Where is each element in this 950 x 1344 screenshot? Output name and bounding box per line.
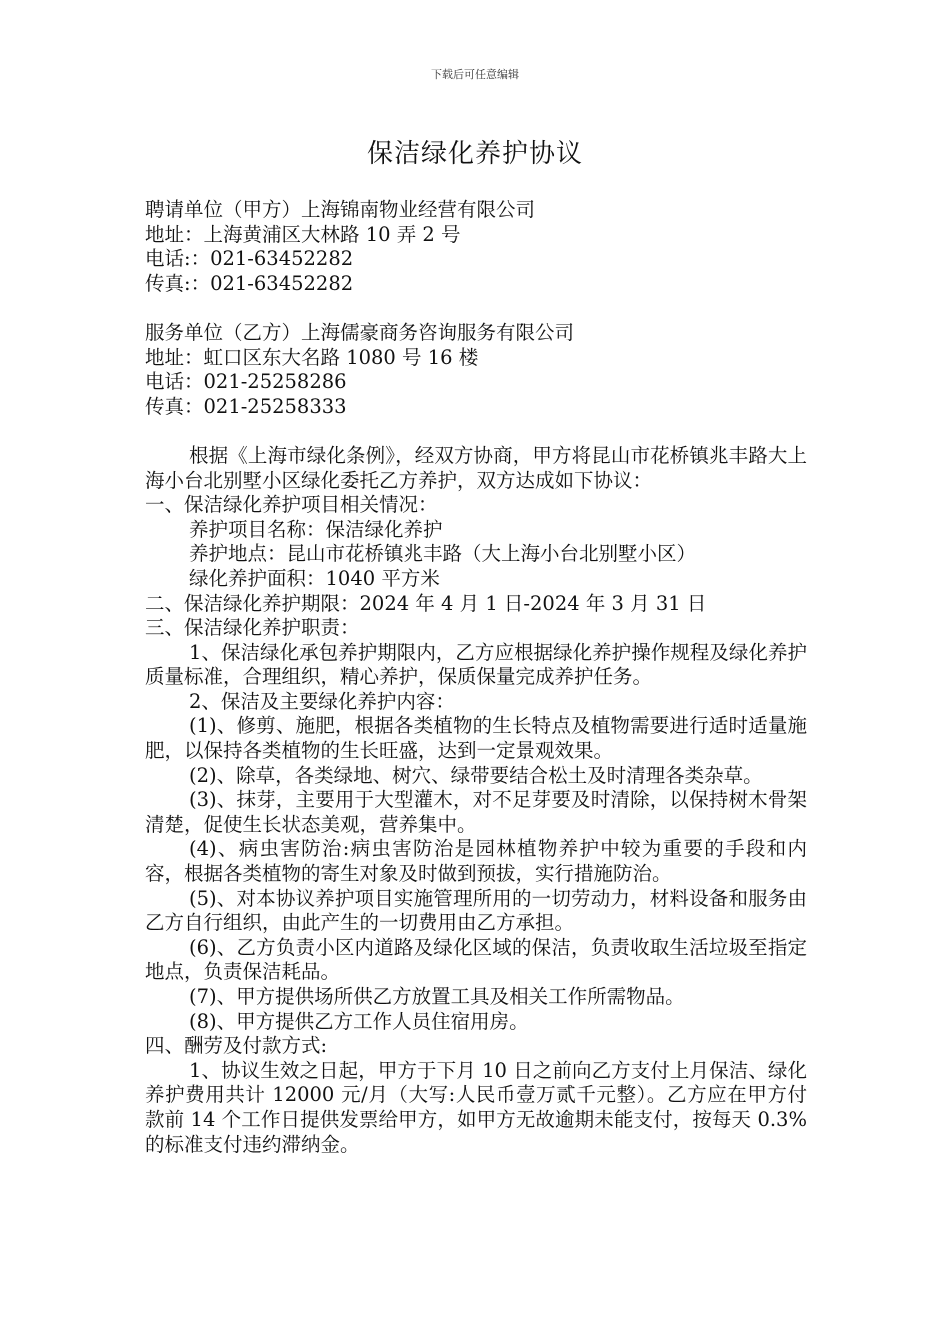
section-4-paragraph-1: 1、协议生效之日起，甲方于下月 10 日之前向乙方支付上月保洁、绿化养护费用共计 12000 元/月（大写:人民币壹万贰千元整）。乙方应在甲方付款前 14 个工作日提供发票给甲方，如甲方无故逾期未能支付，按每天 0.3%的标准支付违约滞纳金。 bbox=[145, 1058, 807, 1156]
duty-item: (4)、病虫害防治:病虫害防治是园林植物养护中较为重要的手段和内容，根据各类植物的寄生对象及时做到预拔，实行措施防治。 bbox=[145, 837, 807, 886]
project-location: 养护地点：昆山市花桥镇兆丰路（大上海小台北别墅小区） bbox=[189, 542, 697, 566]
blank-line bbox=[145, 296, 807, 321]
section-3-paragraph-2: 2、保洁及主要绿化养护内容： bbox=[189, 689, 455, 713]
section-1-heading: 一、保洁绿化养护项目相关情况： bbox=[145, 493, 438, 517]
duty-item: (3)、抹芽，主要用于大型灌木，对不足芽要及时清除，以保持树木骨架清楚，促使生长状态美观，营养集中。 bbox=[145, 788, 807, 836]
blank-line bbox=[145, 419, 807, 444]
section-4-heading: 四、酬劳及付款方式: bbox=[145, 1034, 328, 1058]
document-body bbox=[145, 198, 807, 1157]
section-3-heading: 三、保洁绿化养护职责： bbox=[145, 616, 360, 640]
party-b-name: 服务单位（乙方）上海儒豪商务咨询服务有限公司 bbox=[145, 320, 575, 344]
intro-paragraph: 根据《上海市绿化条例》，经双方协商，甲方将昆山市花桥镇兆丰路大上海小台北别墅小区绿化委托乙方养护，双方达成如下协议： bbox=[145, 443, 807, 492]
section-2-heading: 二、保洁绿化养护期限：2024 年 4 月 1 日-2024 年 3 月 31 日 bbox=[145, 591, 707, 615]
document-title: 保洁绿化养护协议 bbox=[366, 139, 583, 169]
project-area: 绿化养护面积：1040 平方米 bbox=[189, 566, 440, 590]
duty-item: (5)、对本协议养护项目实施管理所用的一切劳动力，材料设备和服务由乙方自行组织，由此产生的一切费用由乙方承担。 bbox=[145, 886, 807, 935]
party-a-address: 地址：上海黄浦区大林路 10 弄 2 号 bbox=[145, 222, 461, 246]
duty-item: (6)、乙方负责小区内道路及绿化区域的保洁，负责收取生活垃圾至指定地点，负责保洁耗品。 bbox=[145, 935, 807, 984]
project-name: 养护项目名称：保洁绿化养护 bbox=[189, 517, 443, 541]
duty-item: (7)、甲方提供场所供乙方放置工具及相关工作所需物品。 bbox=[189, 985, 685, 1008]
header-note: 下载后可任意编辑 bbox=[431, 68, 519, 81]
party-a-fax: 传真:：021-63452282 bbox=[145, 271, 354, 295]
duty-item: (1)、修剪、施肥，根据各类植物的生长特点及植物需要进行适时适量施肥，以保持各类植物的生长旺盛，达到一定景观效果。 bbox=[145, 714, 807, 763]
section-3-paragraph-1: 1、保洁绿化承包养护期限内，乙方应根据绿化养护操作规程及绿化养护质量标准，合理组织，精心养护，保质保量完成养护任务。 bbox=[145, 640, 807, 689]
party-b-fax: 传真：021-25258333 bbox=[145, 394, 347, 418]
party-a-phone: 电话:：021-63452282 bbox=[145, 247, 354, 271]
duty-item: (2)、除草，各类绿地、树穴、绿带要结合松土及时清理各类杂草。 bbox=[189, 763, 763, 787]
party-b-phone: 电话：021-25258286 bbox=[145, 370, 347, 394]
party-a-name: 聘请单位（甲方）上海锦南物业经营有限公司 bbox=[145, 198, 536, 221]
duty-item: (8)、甲方提供乙方工作人员住宿用房。 bbox=[189, 1009, 529, 1033]
party-b-address: 地址：虹口区东大名路 1080 号 16 楼 bbox=[145, 345, 479, 369]
